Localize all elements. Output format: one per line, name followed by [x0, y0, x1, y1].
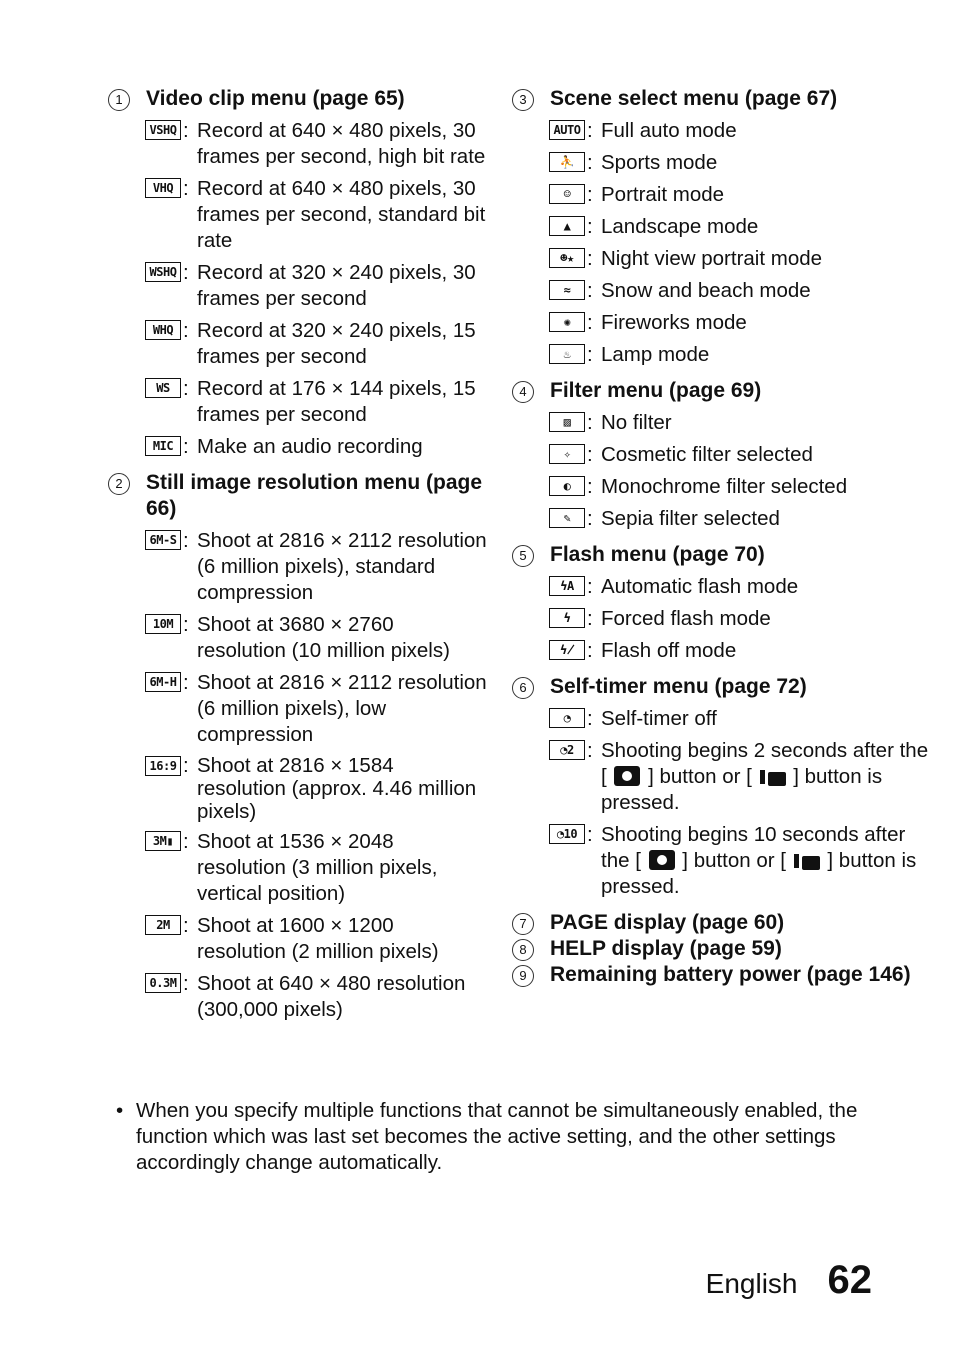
item-description: Landscape mode — [601, 215, 759, 238]
item-description: Record at 320 × 240 pixels, 30 frames per second — [197, 261, 476, 310]
desc-part: ] button is pressed. — [601, 849, 917, 898]
list-item: 6M-S : Shoot at 2816 × 2112 resolution (6 million pixels), standard compression — [145, 528, 488, 606]
list-item: 16:9 : Shoot at 2816 × 1584 resolution (approx. 4.46 million pixels) — [145, 754, 488, 823]
flash-off-icon: ϟ̸ — [549, 640, 585, 660]
item-description: Self-timer off — [601, 707, 717, 730]
item-description: Shoot at 2816 × 2112 resolution (6 million pixels), standard compression — [197, 529, 487, 604]
lamp-mode-icon: ♨ — [549, 344, 585, 364]
circled-number: 8 — [512, 939, 534, 961]
section-title: Still image resolution menu (page 66) — [146, 471, 483, 520]
page-footer — [706, 1258, 872, 1303]
list-item: ϟA : Automatic flash mode — [549, 574, 932, 600]
section-heading — [512, 378, 932, 404]
monochrome-filter-icon: ◐ — [549, 476, 585, 496]
video-vshq-icon: VSHQ — [145, 120, 181, 140]
video-whq-icon: WHQ — [145, 320, 181, 340]
item-description: Record at 640 × 480 pixels, 30 frames per second, high bit rate — [197, 119, 486, 168]
list-item: ϟ : Forced flash mode — [549, 606, 932, 632]
item-description: Monochrome filter selected — [601, 475, 848, 498]
circled-number: 5 — [512, 545, 534, 567]
resolution-0-3m-icon: 0.3M — [145, 973, 181, 993]
section-heading — [108, 470, 488, 522]
right-column — [512, 86, 932, 988]
resolution-10m-icon: 10M — [145, 614, 181, 634]
list-item: WS : Record at 176 × 144 pixels, 15 frames per second — [145, 376, 488, 428]
item-description: Automatic flash mode — [601, 575, 799, 598]
video-camera-icon — [794, 850, 820, 870]
circled-number: 4 — [512, 381, 534, 403]
item-description: Cosmetic filter selected — [601, 443, 813, 466]
language-label: English — [705, 1268, 798, 1299]
left-column — [108, 86, 488, 1033]
item-description: Shoot at 640 × 480 resolution (300,000 pixels) — [197, 972, 466, 1021]
item-description: Portrait mode — [601, 183, 725, 206]
resolution-2m-icon: 2M — [145, 915, 181, 935]
item-description: No filter — [601, 411, 672, 434]
sports-mode-icon: ⛹ — [549, 152, 585, 172]
item-description: Night view portrait mode — [601, 247, 823, 270]
list-item: ✎ : Sepia filter selected — [549, 506, 932, 532]
list-item: ☺ : Portrait mode — [549, 182, 932, 208]
list-item: 10M : Shoot at 3680 × 2760 resolution (10 million pixels) — [145, 612, 488, 664]
section-title: Scene select menu (page 67) — [550, 87, 838, 110]
snow-beach-mode-icon: ≈ — [549, 280, 585, 300]
section-heading — [512, 542, 932, 568]
list-item: ◔2 : Shooting begins 2 seconds after the [ ] button or [ ] button is pressed. — [549, 738, 932, 816]
item-description: Flash off mode — [601, 639, 737, 662]
list-item: ϟ̸ : Flash off mode — [549, 638, 932, 664]
auto-mode-icon: AUTO — [549, 120, 585, 140]
bullet-icon: • — [116, 1099, 124, 1122]
circled-number: 7 — [512, 913, 534, 935]
section-heading — [512, 936, 932, 962]
section-heading — [512, 674, 932, 700]
resolution-16-9-icon: 16:9 — [145, 756, 181, 776]
list-item: 6M-H : Shoot at 2816 × 2112 resolution (6 million pixels), low compression — [145, 670, 488, 748]
auto-flash-icon: ϟA — [549, 576, 585, 596]
item-description: Lamp mode — [601, 343, 710, 366]
section-title: Remaining battery power (page 146) — [550, 963, 911, 986]
section-heading — [512, 962, 932, 988]
list-item: WSHQ : Record at 320 × 240 pixels, 30 frames per second — [145, 260, 488, 312]
desc-part: Shooting begins 2 seconds after the [ — [601, 739, 929, 788]
resolution-6m-h-icon: 6M-H — [145, 672, 181, 692]
item-description: Sepia filter selected — [601, 507, 780, 530]
section-heading — [512, 86, 932, 112]
desc-part: Shooting begins 10 seconds after the [ — [601, 823, 906, 872]
item-description: Snow and beach mode — [601, 279, 811, 302]
section-title: HELP display (page 59) — [550, 937, 782, 960]
circled-number: 6 — [512, 677, 534, 699]
list-item: ≈ : Snow and beach mode — [549, 278, 932, 304]
list-item: 3M▮ : Shoot at 1536 × 2048 resolution (3 million pixels, vertical position) — [145, 829, 488, 907]
list-item: AUTO : Full auto mode — [549, 118, 932, 144]
circled-number: 2 — [108, 473, 130, 495]
item-description: Forced flash mode — [601, 607, 771, 630]
item-description — [601, 738, 932, 816]
video-wshq-icon: WSHQ — [145, 262, 181, 282]
self-timer-off-icon: ◔ — [549, 708, 585, 728]
list-item: ⛹ : Sports mode — [549, 150, 932, 176]
no-filter-icon: ▨ — [549, 412, 585, 432]
item-description — [601, 822, 932, 900]
section-heading — [512, 910, 932, 936]
item-description: Sports mode — [601, 151, 718, 174]
video-clip-menu-section — [108, 86, 488, 460]
video-camera-icon — [760, 766, 786, 786]
landscape-mode-icon: ▲ — [549, 216, 585, 236]
list-item: 0.3M : Shoot at 640 × 480 resolution (300,000 pixels) — [145, 971, 488, 1023]
circled-number: 1 — [108, 89, 130, 111]
cosmetic-filter-icon: ✧ — [549, 444, 585, 464]
section-title: Self-timer menu (page 72) — [550, 675, 807, 698]
self-timer-2s-icon: ◔2 — [549, 740, 585, 760]
list-item: ◐ : Monochrome filter selected — [549, 474, 932, 500]
item-description: Shoot at 1600 × 1200 resolution (2 million pixels) — [197, 914, 439, 963]
circled-number: 3 — [512, 89, 534, 111]
desc-part: ] button is pressed. — [601, 765, 883, 814]
list-item: ▨ : No filter — [549, 410, 932, 436]
item-description: Record at 176 × 144 pixels, 15 frames per second — [197, 377, 476, 426]
list-item: ◔10 : Shooting begins 10 seconds after the [ ] button or [ ] button is pressed. — [549, 822, 932, 900]
camera-icon — [614, 766, 640, 786]
filter-menu-section — [512, 378, 932, 532]
list-item: VHQ : Record at 640 × 480 pixels, 30 frames per second, standard bit rate — [145, 176, 488, 254]
item-description: Shoot at 3680 × 2760 resolution (10 million pixels) — [197, 613, 450, 662]
flash-menu-section — [512, 542, 932, 664]
bullet-note — [116, 1098, 876, 1176]
video-ws-icon: WS — [145, 378, 181, 398]
item-description: Record at 640 × 480 pixels, 30 frames per second, standard bit rate — [197, 177, 486, 252]
item-description: Fireworks mode — [601, 311, 747, 334]
list-item: MIC : Make an audio recording — [145, 434, 488, 460]
fireworks-mode-icon: ✺ — [549, 312, 585, 332]
list-item: ✺ : Fireworks mode — [549, 310, 932, 336]
list-item: 2M : Shoot at 1600 × 1200 resolution (2 million pixels) — [145, 913, 488, 965]
list-item: ▲ : Landscape mode — [549, 214, 932, 240]
list-item: VSHQ : Record at 640 × 480 pixels, 30 frames per second, high bit rate — [145, 118, 488, 170]
sepia-filter-icon: ✎ — [549, 508, 585, 528]
microphone-icon: MIC — [145, 436, 181, 456]
item-description: Full auto mode — [601, 119, 737, 142]
list-item: ◔ : Self-timer off — [549, 706, 932, 732]
forced-flash-icon: ϟ — [549, 608, 585, 628]
section-heading — [108, 86, 488, 112]
page-number: 62 — [827, 1258, 872, 1302]
desc-part: ] button or [ — [648, 765, 752, 788]
item-description: Record at 320 × 240 pixels, 15 frames per second — [197, 319, 476, 368]
section-title: Filter menu (page 69) — [550, 379, 762, 402]
desc-part: ] button or [ — [682, 849, 786, 872]
resolution-3m-vertical-icon: 3M▮ — [145, 831, 181, 851]
list-item: WHQ : Record at 320 × 240 pixels, 15 frames per second — [145, 318, 488, 370]
section-title: Flash menu (page 70) — [550, 543, 765, 566]
other-displays — [512, 910, 932, 988]
item-description: Shoot at 2816 × 2112 resolution (6 million pixels), low compression — [197, 671, 487, 746]
night-portrait-mode-icon: ☻★ — [549, 248, 585, 268]
list-item: ☻★ : Night view portrait mode — [549, 246, 932, 272]
list-item: ♨ : Lamp mode — [549, 342, 932, 368]
section-title: PAGE display (page 60) — [550, 911, 785, 934]
item-description: Make an audio recording — [197, 435, 423, 458]
resolution-6m-s-icon: 6M-S — [145, 530, 181, 550]
camera-icon — [649, 850, 675, 870]
self-timer-menu-section — [512, 674, 932, 900]
still-resolution-menu-section — [108, 470, 488, 1023]
item-description: Shoot at 1536 × 2048 resolution (3 million pixels, vertical position) — [197, 830, 438, 905]
list-item: ✧ : Cosmetic filter selected — [549, 442, 932, 468]
section-title: Video clip menu (page 65) — [146, 87, 405, 110]
item-description: Shoot at 2816 × 1584 resolution (approx. 4.46 million pixels) — [197, 754, 477, 823]
video-vhq-icon: VHQ — [145, 178, 181, 198]
note-text: When you specify multiple functions that cannot be simultaneously enabled, the function which was last set becomes the active setting, and the other settings accordingly change automatically. — [136, 1099, 858, 1174]
scene-select-menu-section — [512, 86, 932, 368]
circled-number: 9 — [512, 965, 534, 987]
portrait-mode-icon: ☺ — [549, 184, 585, 204]
self-timer-10s-icon: ◔10 — [549, 824, 585, 844]
